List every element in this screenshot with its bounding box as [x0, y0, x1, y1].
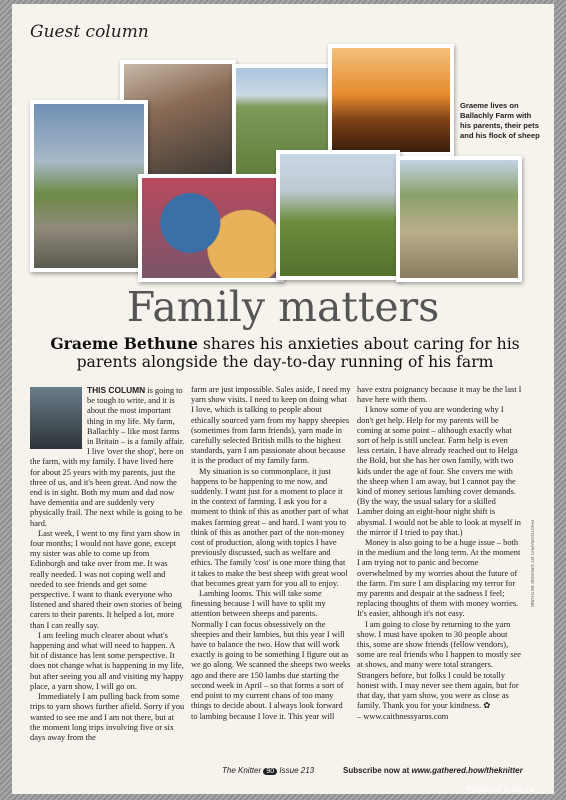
footer-subscribe: [343, 766, 523, 775]
photo-caption: Graeme lives on Ballachly Farm with his parents, their pets and his flock of sheep: [460, 101, 540, 140]
watermark: PassionForum.ru: [466, 784, 535, 794]
photo-yarn: [138, 174, 284, 282]
subtitle-text: shares his anxieties about caring for his parents alongside the day-to-day running of his farm: [76, 335, 520, 371]
headline: Family matters: [126, 283, 440, 331]
footer-magazine: [222, 766, 314, 775]
paragraph: farm are just impossible. Sales aside, I need my yarn show visits. I need to keep on doing what I love, which is talking to people about ethically sourced yarn from my happy sheepies (sometimes from farm friends), yarn made in carefully selected British mills to the highest standards, yarn I am passionate about because it is the product of my family farm.: [191, 385, 351, 466]
section-label: Guest column: [30, 22, 149, 42]
paragraph: I am going to close by returning to the yarn show. I must have spoken to 30 people about this, some are show friends (fellow vendors), some are real friends who I happen to mostly see at shows, and many were total strangers. Strangers before, but folks I could be totally honest with. I may never see them again, but for that day, that yarn show, you were as close as family. Thank you for your kindness. ✿: [357, 619, 521, 711]
photo-credit: PHOTOGRAPHY BY GRAEME BETHUNE: [530, 520, 535, 608]
paragraph: THIS COLUMN is going to be tough to write, and it is about the most important thing in my life. My farm, Ballachly – like most farms in Britain – is a family affair. I live 'over the shop', here on the farm, with my family. I have lived here for about 25 years with my parents, just the three of us, and it's been great. And now the end is in sight. Both my mum and dad now have dementia and are suddenly very physically frail. The next while is going to be hard.: [30, 385, 185, 528]
issue-number: Issue 213: [279, 766, 315, 775]
subscribe-link[interactable]: www.gathered.how/theknitter: [411, 766, 523, 775]
page-number: 90: [263, 768, 277, 775]
magazine-name: The Knitter: [222, 766, 262, 775]
paragraph: I know some of you are wondering why I don't get help. Help for my parents will be coming at some point – although exactly what sort of help is still unclear. Farm help is even less certain. I have already reached out to Helga the Bold, but she has her own family, with two kids under the age of four. She covers me with the sheep when I am away, but I cannot pay the kind of money serious lambing cover demands. (By the way, the usual salary for a skilled Lamber doing an eight-hour night shift is abysmal. I would not be able to look at myself in the mirror if I tried to pay that.): [357, 405, 521, 537]
lead-in: THIS COLUMN: [87, 385, 146, 395]
subscribe-label: Subscribe now at: [343, 766, 412, 775]
author-portrait: [30, 387, 82, 449]
paragraph: I am feeling much clearer about what's happening and what will need to happen. A bit of distance has lent some perspective. It does not change what is happening in my life, but after seeing you all and visiting my happy place, a yarn show, I will go on.: [30, 630, 184, 691]
article-column-3: [357, 385, 522, 722]
paragraph: Immediately I am pulling back from some trips to yarn shows further afield. Sorry if you wanted to see me and I am not there, but at the moment long trips involving five or six days away from the: [30, 692, 185, 742]
paragraph: Money is also going to be a huge issue – both in the medium and the long term. At the moment I am trying not to panic and become overwhelmed by my worries about the future of the farm. I'm sure I am displacing my terror for my parents and despair at the sadness I feel; replacing thoughts of them with money worries. It's easier, although it's not easy.: [357, 538, 521, 619]
article-column-2: [191, 385, 351, 722]
paragraph: have extra poignancy because it may be the last I have here with them.: [357, 385, 522, 405]
photo-farmer-walking: [276, 150, 400, 280]
article-column-1: [30, 385, 185, 743]
photo-stone-wall: [30, 100, 148, 272]
photo-flock: [396, 156, 522, 282]
photo-sunset: [328, 44, 454, 156]
paragraph: Last week, I went to my first yarn show in four months; I would not have gone, except my sister was able to come up from Edinburgh and take over from me. It was really needed. I was not coping well and needed to see friends and get some perspective. I want to thank everyone who listened and shared their own stories of being carers to their parents. It helped a lot, more than I can really say.: [30, 528, 182, 630]
website-link[interactable]: – www.caithnessyarns.com: [357, 711, 449, 721]
subtitle: [50, 335, 520, 371]
author-name: Graeme Bethune: [50, 334, 198, 353]
paragraph: My situation is so commonplace, it just happens to be happening to me now, and suddenly. I want just for a moment to place it in the context of farming. I ask you for a moment to think of this as another part of what makes farming great – and hard. I want you to think of this as another part of the non-money cost of production, along with topics I have previously discussed, such as welfare and ethics. The family 'cost' is one more thing that it takes to make the best sheep with great wool that becomes great yarn for you all to enjoy.: [191, 466, 349, 588]
paragraph: Lambing looms. This will take some finessing because I will have to split my attention between sheeps and parents. Normally I can focus obsessively on the sheepies and their lambies, but this year I will have to balance the two. How that will work exactly is going to be something I figure out as we go along. We scanned the sheeps two weeks ago and there are 150 lambs due starting the second week in April – so that forms a sort of end point to my current chaos of too many things to decide about. I always look forward to lambing because I love it. This year will: [191, 589, 351, 721]
